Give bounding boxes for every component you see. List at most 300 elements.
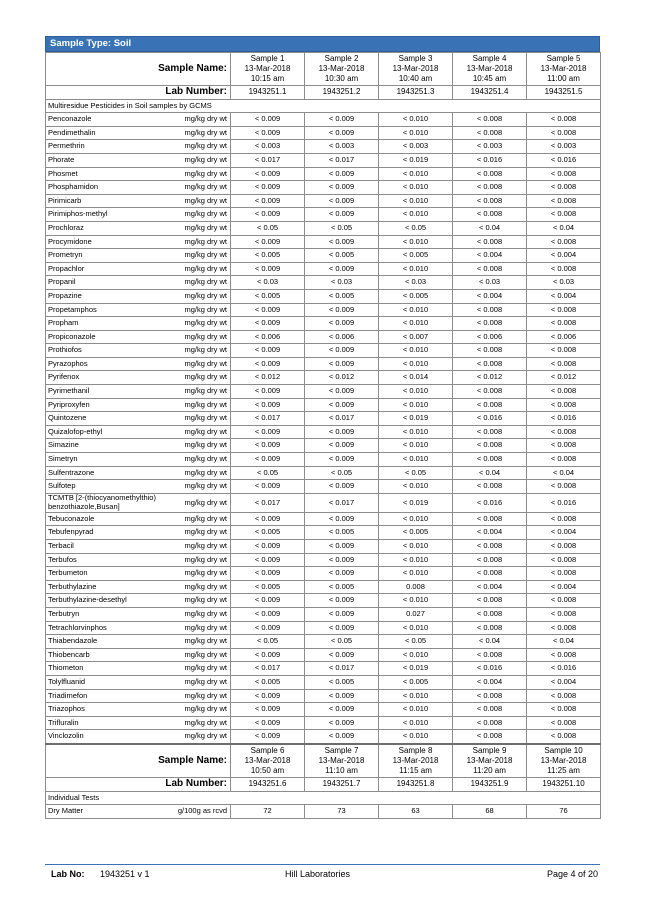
footer-company: Hill Laboratories bbox=[285, 869, 351, 879]
sample-date: 13-Mar-2018 bbox=[244, 64, 291, 73]
result-value: < 0.008 bbox=[453, 480, 527, 494]
result-value: < 0.008 bbox=[527, 648, 601, 662]
result-value: < 0.005 bbox=[305, 580, 379, 594]
result-value: < 0.009 bbox=[305, 398, 379, 412]
result-value: < 0.008 bbox=[527, 689, 601, 703]
result-value: < 0.007 bbox=[379, 330, 453, 344]
analyte-unit: mg/kg dry wt bbox=[176, 344, 231, 358]
analyte-name: Pyrimethanil bbox=[46, 385, 176, 399]
table-row bbox=[46, 357, 601, 371]
table-row bbox=[46, 398, 601, 412]
result-value: < 0.009 bbox=[305, 385, 379, 399]
result-value: < 0.008 bbox=[527, 357, 601, 371]
result-value: < 0.009 bbox=[305, 167, 379, 181]
result-value: < 0.009 bbox=[305, 607, 379, 621]
result-value: < 0.009 bbox=[305, 716, 379, 730]
lab-number-value: 1943251.5 bbox=[527, 86, 601, 100]
sample-header-cell bbox=[527, 744, 601, 778]
table-row bbox=[46, 594, 601, 608]
result-value: < 0.008 bbox=[453, 621, 527, 635]
result-value: < 0.009 bbox=[231, 453, 305, 467]
results-table bbox=[45, 52, 601, 819]
sample-header-cell bbox=[453, 53, 527, 86]
table-row bbox=[46, 512, 601, 526]
sample-name-label: Sample Name: bbox=[46, 744, 231, 778]
result-value: < 0.008 bbox=[453, 425, 527, 439]
result-value: < 0.012 bbox=[527, 371, 601, 385]
analyte-unit: mg/kg dry wt bbox=[176, 398, 231, 412]
result-value: < 0.009 bbox=[231, 317, 305, 331]
result-value: < 0.008 bbox=[453, 126, 527, 140]
analyte-name: Prometryn bbox=[46, 249, 176, 263]
analyte-name: Phorate bbox=[46, 153, 176, 167]
result-value: < 0.008 bbox=[453, 398, 527, 412]
result-value: < 0.008 bbox=[527, 453, 601, 467]
result-value: < 0.010 bbox=[379, 512, 453, 526]
lab-number-value: 1943251.9 bbox=[453, 777, 527, 791]
table-row bbox=[46, 208, 601, 222]
result-value: 72 bbox=[231, 805, 305, 819]
result-value: < 0.008 bbox=[527, 540, 601, 554]
sample-header-cell bbox=[231, 53, 305, 86]
result-value: < 0.005 bbox=[305, 249, 379, 263]
table-row bbox=[46, 344, 601, 358]
result-value: < 0.008 bbox=[527, 480, 601, 494]
table-row bbox=[46, 580, 601, 594]
result-value: < 0.017 bbox=[231, 493, 305, 512]
sample-date: 13-Mar-2018 bbox=[392, 755, 439, 765]
analyte-name: Trifluralin bbox=[46, 716, 176, 730]
result-value: < 0.004 bbox=[453, 289, 527, 303]
table-row bbox=[46, 466, 601, 480]
analyte-unit: mg/kg dry wt bbox=[176, 635, 231, 649]
result-value: < 0.005 bbox=[379, 675, 453, 689]
result-value: < 0.009 bbox=[305, 453, 379, 467]
sample-date: 13-Mar-2018 bbox=[244, 755, 291, 765]
table-row bbox=[46, 425, 601, 439]
sample-name: Sample 1 bbox=[250, 54, 285, 63]
result-value: < 0.04 bbox=[453, 466, 527, 480]
analyte-unit: mg/kg dry wt bbox=[176, 703, 231, 717]
analyte-name: Tetrachlorvinphos bbox=[46, 621, 176, 635]
analyte-name: Sulfotep bbox=[46, 480, 176, 494]
result-value: < 0.009 bbox=[231, 344, 305, 358]
result-value: < 0.009 bbox=[231, 181, 305, 195]
result-value: < 0.016 bbox=[453, 153, 527, 167]
footer-page: Page 4 of 20 bbox=[546, 869, 598, 879]
analyte-unit: mg/kg dry wt bbox=[176, 262, 231, 276]
analyte-unit: mg/kg dry wt bbox=[176, 567, 231, 581]
section-title: Individual Tests bbox=[46, 791, 601, 805]
result-value: < 0.03 bbox=[453, 276, 527, 290]
result-value: < 0.008 bbox=[453, 235, 527, 249]
result-value: < 0.016 bbox=[453, 662, 527, 676]
sample-header-row bbox=[46, 53, 601, 86]
result-value: < 0.009 bbox=[305, 344, 379, 358]
analyte-name: Tebuconazole bbox=[46, 512, 176, 526]
sample-time: 11:20 am bbox=[473, 765, 506, 775]
lab-number-value: 1943251.10 bbox=[527, 777, 601, 791]
result-value: < 0.009 bbox=[305, 357, 379, 371]
result-value: < 0.009 bbox=[231, 235, 305, 249]
result-value: < 0.05 bbox=[231, 466, 305, 480]
result-value: < 0.009 bbox=[231, 385, 305, 399]
sample-time: 10:45 am bbox=[472, 74, 507, 83]
result-value: < 0.010 bbox=[379, 439, 453, 453]
result-value: < 0.005 bbox=[231, 249, 305, 263]
result-value: < 0.003 bbox=[527, 140, 601, 154]
lab-number-label: Lab Number: bbox=[46, 86, 231, 100]
result-value: < 0.009 bbox=[305, 317, 379, 331]
analyte-unit: mg/kg dry wt bbox=[176, 181, 231, 195]
result-value: < 0.008 bbox=[453, 113, 527, 127]
result-value: < 0.004 bbox=[453, 675, 527, 689]
result-value: < 0.010 bbox=[379, 262, 453, 276]
result-value: < 0.009 bbox=[231, 553, 305, 567]
analyte-unit: mg/kg dry wt bbox=[176, 453, 231, 467]
result-value: < 0.009 bbox=[305, 730, 379, 744]
result-value: < 0.009 bbox=[305, 425, 379, 439]
result-value: < 0.019 bbox=[379, 153, 453, 167]
result-value: < 0.010 bbox=[379, 181, 453, 195]
table-row bbox=[46, 113, 601, 127]
result-value: < 0.008 bbox=[453, 208, 527, 222]
result-value: < 0.03 bbox=[379, 276, 453, 290]
result-value: < 0.010 bbox=[379, 621, 453, 635]
result-value: < 0.008 bbox=[453, 194, 527, 208]
result-value: < 0.009 bbox=[231, 425, 305, 439]
result-value: < 0.008 bbox=[527, 439, 601, 453]
result-value: < 0.009 bbox=[231, 398, 305, 412]
table-row bbox=[46, 439, 601, 453]
result-value: < 0.010 bbox=[379, 357, 453, 371]
analyte-unit: g/100g as rcvd bbox=[176, 805, 231, 819]
sample-date: 13-Mar-2018 bbox=[466, 755, 513, 765]
analyte-name: Phosphamidon bbox=[46, 181, 176, 195]
analyte-unit: mg/kg dry wt bbox=[176, 621, 231, 635]
result-value: < 0.009 bbox=[305, 567, 379, 581]
result-value: < 0.008 bbox=[527, 594, 601, 608]
table-row bbox=[46, 181, 601, 195]
table-row bbox=[46, 526, 601, 540]
sample-time: 10:30 am bbox=[324, 74, 359, 83]
analyte-unit: mg/kg dry wt bbox=[176, 716, 231, 730]
result-value: 0.027 bbox=[379, 607, 453, 621]
analyte-unit: mg/kg dry wt bbox=[176, 540, 231, 554]
result-value: < 0.009 bbox=[305, 181, 379, 195]
analyte-name: Quintozene bbox=[46, 412, 176, 426]
result-value: < 0.017 bbox=[305, 153, 379, 167]
analyte-name: Terbuthylazine-desethyl bbox=[46, 594, 176, 608]
analyte-name: Phosmet bbox=[46, 167, 176, 181]
analyte-name: Tolylfluanid bbox=[46, 675, 176, 689]
result-value: < 0.004 bbox=[527, 675, 601, 689]
result-value: < 0.008 bbox=[453, 540, 527, 554]
analyte-unit: mg/kg dry wt bbox=[176, 553, 231, 567]
result-value: < 0.010 bbox=[379, 303, 453, 317]
result-value: < 0.009 bbox=[231, 648, 305, 662]
result-value: < 0.008 bbox=[527, 621, 601, 635]
table-row bbox=[46, 567, 601, 581]
result-value: < 0.008 bbox=[527, 716, 601, 730]
report-table bbox=[45, 36, 600, 819]
result-value: < 0.019 bbox=[379, 493, 453, 512]
lab-number-value: 1943251.3 bbox=[379, 86, 453, 100]
result-value: < 0.009 bbox=[231, 703, 305, 717]
result-value: < 0.010 bbox=[379, 317, 453, 331]
table-row bbox=[46, 703, 601, 717]
result-value: < 0.012 bbox=[305, 371, 379, 385]
analyte-name: Thiobencarb bbox=[46, 648, 176, 662]
table-row bbox=[46, 730, 601, 744]
analyte-unit: mg/kg dry wt bbox=[176, 317, 231, 331]
result-value: < 0.008 bbox=[527, 208, 601, 222]
result-value: < 0.008 bbox=[453, 512, 527, 526]
result-value: < 0.008 bbox=[453, 648, 527, 662]
table-row bbox=[46, 330, 601, 344]
table-row bbox=[46, 317, 601, 331]
sample-name: Sample 8 bbox=[398, 745, 433, 755]
result-value: < 0.03 bbox=[527, 276, 601, 290]
sample-header-cell bbox=[379, 744, 453, 778]
result-value: < 0.017 bbox=[231, 412, 305, 426]
result-value: < 0.009 bbox=[305, 208, 379, 222]
result-value: < 0.005 bbox=[305, 289, 379, 303]
result-value: 0.008 bbox=[379, 580, 453, 594]
table-row bbox=[46, 276, 601, 290]
sample-header-cell bbox=[305, 744, 379, 778]
result-value: 63 bbox=[379, 805, 453, 819]
result-value: < 0.008 bbox=[453, 730, 527, 744]
result-value: < 0.010 bbox=[379, 689, 453, 703]
result-value: < 0.010 bbox=[379, 398, 453, 412]
result-value: < 0.009 bbox=[305, 480, 379, 494]
result-value: < 0.009 bbox=[305, 594, 379, 608]
result-value: 68 bbox=[453, 805, 527, 819]
result-value: < 0.009 bbox=[305, 621, 379, 635]
sample-date: 13-Mar-2018 bbox=[318, 64, 365, 73]
analyte-unit: mg/kg dry wt bbox=[176, 439, 231, 453]
table-row bbox=[46, 235, 601, 249]
result-value: < 0.008 bbox=[527, 235, 601, 249]
result-value: < 0.008 bbox=[527, 317, 601, 331]
table-row bbox=[46, 412, 601, 426]
result-value: < 0.008 bbox=[453, 607, 527, 621]
result-value: < 0.05 bbox=[305, 221, 379, 235]
table-row bbox=[46, 480, 601, 494]
result-value: < 0.008 bbox=[453, 357, 527, 371]
result-value: < 0.04 bbox=[527, 221, 601, 235]
sample-time: 11:25 am bbox=[547, 765, 580, 775]
result-value: < 0.009 bbox=[305, 540, 379, 554]
analyte-name: TCMTB [2-(thiocyanomethylthio) benzothiazole,Busan] bbox=[46, 493, 176, 512]
result-value: < 0.009 bbox=[231, 126, 305, 140]
result-value: < 0.05 bbox=[305, 466, 379, 480]
result-value: < 0.010 bbox=[379, 716, 453, 730]
table-row bbox=[46, 805, 601, 819]
sample-name: Sample 7 bbox=[324, 745, 359, 755]
analyte-name: Vinclozolin bbox=[46, 730, 176, 744]
result-value: < 0.008 bbox=[453, 594, 527, 608]
result-value: < 0.008 bbox=[527, 398, 601, 412]
analyte-name: Prothiofos bbox=[46, 344, 176, 358]
result-value: < 0.008 bbox=[527, 425, 601, 439]
result-value: < 0.009 bbox=[231, 303, 305, 317]
analyte-unit: mg/kg dry wt bbox=[176, 662, 231, 676]
result-value: < 0.010 bbox=[379, 730, 453, 744]
analyte-unit: mg/kg dry wt bbox=[176, 221, 231, 235]
analyte-name: Simazine bbox=[46, 439, 176, 453]
analyte-name: Terbumeton bbox=[46, 567, 176, 581]
result-value: < 0.010 bbox=[379, 344, 453, 358]
result-value: < 0.04 bbox=[527, 635, 601, 649]
result-value: < 0.008 bbox=[453, 567, 527, 581]
result-value: < 0.004 bbox=[527, 526, 601, 540]
analyte-unit: mg/kg dry wt bbox=[176, 512, 231, 526]
analyte-name: Simetryn bbox=[46, 453, 176, 467]
lab-number-value: 1943251.7 bbox=[305, 777, 379, 791]
result-value: < 0.017 bbox=[231, 153, 305, 167]
result-value: < 0.010 bbox=[379, 194, 453, 208]
footer-lab-no-value: 1943251 v 1 bbox=[100, 869, 150, 879]
analyte-name: Tebufenpyrad bbox=[46, 526, 176, 540]
result-value: < 0.010 bbox=[379, 235, 453, 249]
result-value: < 0.008 bbox=[527, 113, 601, 127]
table-row bbox=[46, 140, 601, 154]
result-value: < 0.009 bbox=[231, 113, 305, 127]
result-value: < 0.009 bbox=[231, 567, 305, 581]
sample-name: Sample 9 bbox=[472, 745, 507, 755]
result-value: < 0.008 bbox=[453, 344, 527, 358]
analyte-unit: mg/kg dry wt bbox=[176, 675, 231, 689]
result-value: < 0.004 bbox=[453, 526, 527, 540]
result-value: < 0.004 bbox=[453, 249, 527, 263]
result-value: < 0.008 bbox=[453, 703, 527, 717]
analyte-name: Penconazole bbox=[46, 113, 176, 127]
result-value: < 0.004 bbox=[527, 580, 601, 594]
result-value: < 0.016 bbox=[453, 412, 527, 426]
sample-time: 10:50 am bbox=[250, 765, 285, 775]
result-value: < 0.004 bbox=[527, 249, 601, 263]
result-value: < 0.016 bbox=[527, 662, 601, 676]
result-value: < 0.010 bbox=[379, 113, 453, 127]
result-value: < 0.012 bbox=[231, 371, 305, 385]
analyte-unit: mg/kg dry wt bbox=[176, 113, 231, 127]
result-value: < 0.009 bbox=[231, 512, 305, 526]
analyte-unit: mg/kg dry wt bbox=[176, 425, 231, 439]
result-value: < 0.019 bbox=[379, 412, 453, 426]
analyte-name: Terbacil bbox=[46, 540, 176, 554]
analyte-name: Pendimethalin bbox=[46, 126, 176, 140]
analyte-name: Quizalofop-ethyl bbox=[46, 425, 176, 439]
result-value: < 0.008 bbox=[453, 716, 527, 730]
result-value: < 0.009 bbox=[231, 480, 305, 494]
result-value: < 0.008 bbox=[527, 703, 601, 717]
result-value: < 0.010 bbox=[379, 425, 453, 439]
sample-date: 13-Mar-2018 bbox=[466, 64, 513, 73]
result-value: < 0.009 bbox=[305, 113, 379, 127]
result-value: < 0.008 bbox=[527, 344, 601, 358]
result-value: < 0.010 bbox=[379, 594, 453, 608]
sample-date: 13-Mar-2018 bbox=[392, 64, 439, 73]
result-value: < 0.05 bbox=[231, 221, 305, 235]
result-value: < 0.017 bbox=[305, 662, 379, 676]
analyte-unit: mg/kg dry wt bbox=[176, 648, 231, 662]
result-value: < 0.008 bbox=[453, 167, 527, 181]
table-row bbox=[46, 453, 601, 467]
sample-header-row bbox=[46, 744, 601, 778]
result-value: < 0.010 bbox=[379, 553, 453, 567]
result-value: < 0.005 bbox=[379, 526, 453, 540]
analyte-unit: mg/kg dry wt bbox=[176, 208, 231, 222]
result-value: < 0.008 bbox=[453, 317, 527, 331]
sample-header-cell bbox=[527, 53, 601, 86]
result-value: < 0.004 bbox=[527, 289, 601, 303]
table-row bbox=[46, 167, 601, 181]
result-value: < 0.04 bbox=[453, 635, 527, 649]
analyte-unit: mg/kg dry wt bbox=[176, 385, 231, 399]
result-value: < 0.009 bbox=[305, 703, 379, 717]
table-row bbox=[46, 194, 601, 208]
analyte-unit: mg/kg dry wt bbox=[176, 167, 231, 181]
result-value: < 0.010 bbox=[379, 126, 453, 140]
analyte-name: Pyrifenox bbox=[46, 371, 176, 385]
lab-number-value: 1943251.6 bbox=[231, 777, 305, 791]
section-title-row bbox=[46, 791, 601, 805]
table-row bbox=[46, 249, 601, 263]
result-value: < 0.009 bbox=[305, 512, 379, 526]
result-value: < 0.009 bbox=[231, 357, 305, 371]
result-value: < 0.005 bbox=[231, 675, 305, 689]
sample-date: 13-Mar-2018 bbox=[318, 755, 365, 765]
analyte-unit: mg/kg dry wt bbox=[176, 357, 231, 371]
result-value: < 0.009 bbox=[305, 126, 379, 140]
result-value: < 0.008 bbox=[527, 730, 601, 744]
result-value: < 0.008 bbox=[453, 181, 527, 195]
result-value: < 0.008 bbox=[527, 194, 601, 208]
result-value: < 0.04 bbox=[453, 221, 527, 235]
analyte-unit: mg/kg dry wt bbox=[176, 140, 231, 154]
analyte-name: Pyrazophos bbox=[46, 357, 176, 371]
sample-header-cell bbox=[231, 744, 305, 778]
table-row bbox=[46, 689, 601, 703]
result-value: < 0.05 bbox=[305, 635, 379, 649]
section-title-row bbox=[46, 99, 601, 113]
result-value: < 0.004 bbox=[453, 580, 527, 594]
result-value: < 0.009 bbox=[231, 716, 305, 730]
analyte-name: Propetamphos bbox=[46, 303, 176, 317]
result-value: < 0.008 bbox=[453, 262, 527, 276]
analyte-name: Propazine bbox=[46, 289, 176, 303]
result-value: < 0.008 bbox=[453, 453, 527, 467]
analyte-unit: mg/kg dry wt bbox=[176, 480, 231, 494]
sample-name-label: Sample Name: bbox=[46, 53, 231, 86]
sample-time: 10:40 am bbox=[398, 74, 433, 83]
analyte-unit: mg/kg dry wt bbox=[176, 303, 231, 317]
analyte-name: Terbuthylazine bbox=[46, 580, 176, 594]
table-row bbox=[46, 303, 601, 317]
result-value: < 0.05 bbox=[379, 221, 453, 235]
result-value: < 0.010 bbox=[379, 480, 453, 494]
analyte-unit: mg/kg dry wt bbox=[176, 194, 231, 208]
result-value: < 0.008 bbox=[453, 689, 527, 703]
table-row bbox=[46, 289, 601, 303]
result-value: 76 bbox=[527, 805, 601, 819]
result-value: < 0.014 bbox=[379, 371, 453, 385]
result-value: 73 bbox=[305, 805, 379, 819]
result-value: < 0.009 bbox=[231, 208, 305, 222]
analyte-unit: mg/kg dry wt bbox=[176, 235, 231, 249]
